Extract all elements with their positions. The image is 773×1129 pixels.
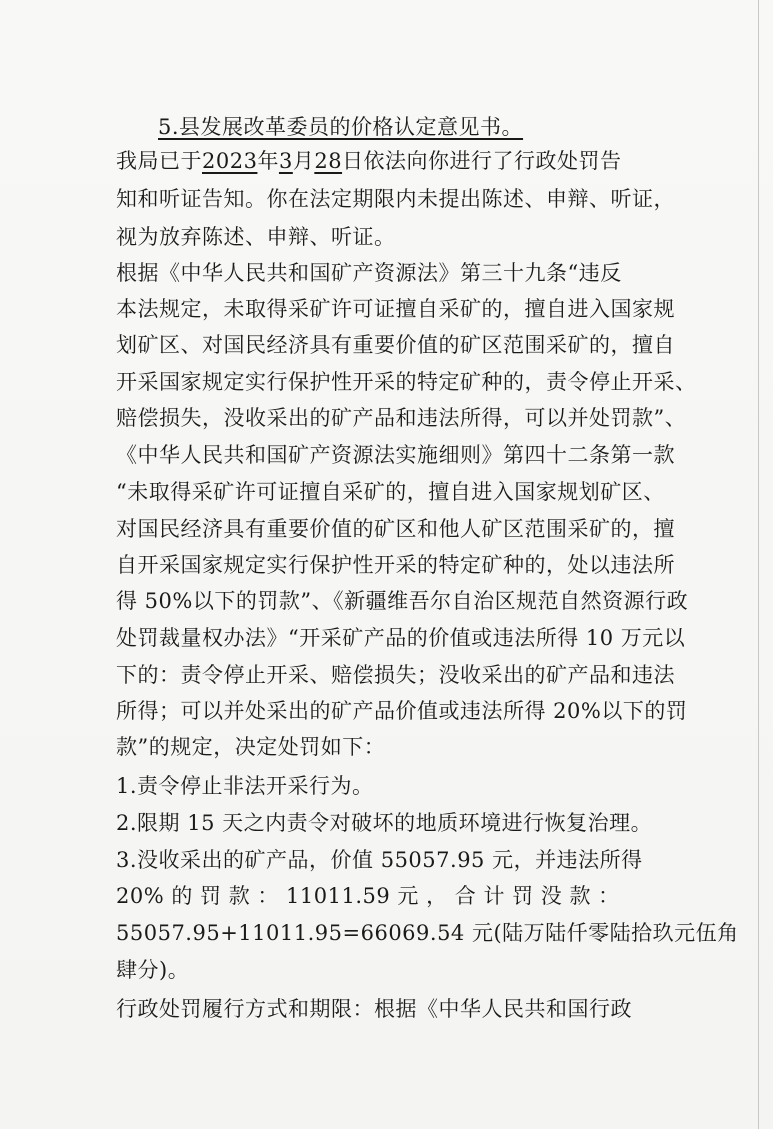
- paragraph-line: 本法规定，未取得采矿许可证擅自采矿的，擅自进入国家规: [116, 297, 675, 321]
- paragraph-line: 《中华人民共和国矿产资源法实施细则》第四十二条第一款: [116, 443, 675, 467]
- paragraph-line: “未取得采矿许可证擅自采矿的，擅自进入国家规划矿区、: [116, 480, 665, 504]
- paragraph-line: 赔偿损失，没收采出的矿产品和违法所得，可以并处罚款”、: [116, 406, 687, 430]
- paragraph-line: 所得；可以并处采出的矿产品价值或违法所得 20%以下的罚: [116, 699, 688, 723]
- paragraph-line: 20% 的 罚 款 ： 11011.59 元 ， 合 计 罚 没 款 ：: [116, 884, 620, 908]
- paragraph-line: 处罚裁量权办法》“开采矿产品的价值或违法所得 10 万元以: [116, 626, 686, 650]
- paragraph-line: 下的：责令停止开采、赔偿损失；没收采出的矿产品和违法: [116, 663, 675, 687]
- paragraph-line: 3.没收采出的矿产品，价值 55057.95 元，并违法所得: [116, 848, 643, 872]
- paragraph-line: 根据《中华人民共和国矿产资源法》第三十九条“违反: [116, 261, 622, 285]
- paragraph-line: 划矿区、对国民经济具有重要价值的矿区范围采矿的，擅自: [116, 333, 675, 357]
- paragraph-line: 得 50%以下的罚款”、《新疆维吾尔自治区规范自然资源行政: [116, 589, 689, 613]
- paragraph-line: 行政处罚履行方式和期限：根据《中华人民共和国行政: [116, 997, 632, 1021]
- paragraph-line: 知和听证告知。你在法定期限内未提出陈述、申辩、听证，: [116, 187, 675, 211]
- paragraph-line: 对国民经济具有重要价值的矿区和他人矿区范围采矿的，擅: [116, 517, 675, 541]
- paragraph-line: [158, 111, 523, 143]
- paragraph-line: 视为放弃陈述、申辩、听证。: [116, 225, 396, 249]
- paragraph-line: 1.责令停止非法开采行为。: [116, 774, 374, 798]
- paragraph-line: 55057.95+11011.95=66069.54 元(陆万陆仟零陆拾玖元伍角: [116, 921, 739, 945]
- paragraph-line: 肆分)。: [116, 958, 190, 982]
- paragraph-line: 开采国家规定实行保护性开采的特定矿种的，责令停止开采、: [116, 370, 697, 394]
- paragraph-line: 我局已于2023年3月28日依法向你进行了行政处罚告: [116, 149, 622, 173]
- scan-edge-line: [758, 0, 759, 1129]
- paragraph-line: 2.限期 15 天之内责令对破坏的地质环境进行恢复治理。: [116, 811, 653, 835]
- paragraph-line: 自开采国家规定实行保护性开采的特定矿种的，处以违法所: [116, 553, 675, 577]
- paragraph-line: 款”的规定，决定处罚如下：: [116, 735, 386, 759]
- item-5-text: 5.县发展改革委员的价格认定意见书。: [158, 115, 524, 139]
